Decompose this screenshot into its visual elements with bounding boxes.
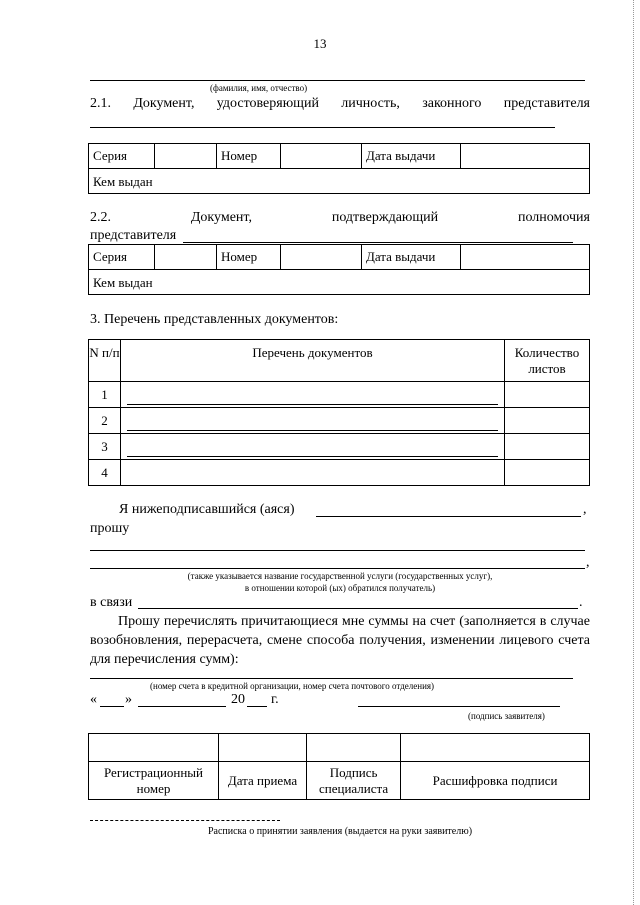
date-close-quote: » <box>125 692 132 707</box>
date-open-quote: « <box>90 692 97 707</box>
year-prefix: 20 <box>231 692 245 707</box>
table-row <box>89 382 590 408</box>
series-label: Серия <box>89 144 155 169</box>
document-name-cell[interactable] <box>121 408 505 434</box>
reason-line[interactable] <box>138 608 578 609</box>
series-label: Серия <box>89 245 155 270</box>
table-row <box>89 460 590 486</box>
signer-name-line[interactable] <box>316 516 581 517</box>
year-line[interactable] <box>247 706 267 707</box>
ask-label: прошу <box>90 521 130 536</box>
specialist-signature-cell[interactable] <box>307 734 401 762</box>
col-list-header: Перечень документов <box>121 340 505 382</box>
account-line[interactable] <box>90 678 573 679</box>
signature-note: (подпись заявителя) <box>468 711 545 721</box>
signature-decode-cell[interactable] <box>401 734 590 762</box>
cut-line <box>90 820 280 821</box>
year-suffix: г. <box>271 692 279 707</box>
row-number: 3 <box>89 434 121 460</box>
sheet-count-cell[interactable] <box>505 434 590 460</box>
service-note-1: (также указывается название государственной услуги (государственных услуг), <box>187 571 493 581</box>
number-label: Номер <box>217 144 281 169</box>
reception-date-cell[interactable] <box>219 734 307 762</box>
col-n-header: N п/п <box>89 340 121 382</box>
document-name-cell[interactable] <box>121 382 505 408</box>
series-cell[interactable] <box>155 245 217 270</box>
row-number: 2 <box>89 408 121 434</box>
service-note-2: в отношении которой (ых) обратился получатель) <box>244 583 436 593</box>
in-connection-label: в связи <box>90 595 133 610</box>
series-cell[interactable] <box>155 144 217 169</box>
reg-number-header: Регистрационный номер <box>89 762 219 800</box>
registration-table <box>88 733 590 800</box>
signer-label: Я нижеподписавшийся (аяся) <box>119 502 295 517</box>
specialist-signature-header: Подпись специалиста <box>307 762 401 800</box>
request-line-1[interactable] <box>90 550 585 551</box>
date-cell[interactable] <box>461 245 590 270</box>
date-label: Дата выдачи <box>362 144 461 169</box>
month-line[interactable] <box>138 706 226 707</box>
fio-caption: (фамилия, имя, отчество) <box>210 83 308 93</box>
document-2-2-table <box>88 244 590 295</box>
section-3-title: 3. Перечень представленных документов: <box>90 312 339 327</box>
date-label: Дата выдачи <box>362 245 461 270</box>
section-2-1-line <box>90 127 555 128</box>
document-name-cell[interactable] <box>121 460 505 486</box>
reception-date-header: Дата приема <box>219 762 307 800</box>
transfer-request-text: Прошу перечислять причитающиеся мне суммы на счет (заполняется в случае возобновления, перерасчета, смене способа получения, изменении лицевого счета для перечисления сумм): <box>90 614 590 667</box>
number-cell[interactable] <box>281 144 362 169</box>
receipt-caption: Расписка о принятии заявления (выдается на руки заявителю) <box>207 826 473 837</box>
account-note: (номер счета в кредитной организации, номер счета почтового отделения) <box>150 681 435 691</box>
document-name-cell[interactable] <box>121 434 505 460</box>
table-row <box>89 408 590 434</box>
page-edge <box>633 0 634 905</box>
document-2-1-table <box>88 143 590 194</box>
date-cell[interactable] <box>461 144 590 169</box>
section-2-2-title-cont: представителя <box>90 228 177 243</box>
section-2-2-title: 2.2. Документ, подтверждающий полномочия <box>90 210 590 225</box>
documents-list-table <box>88 339 590 486</box>
table-row <box>89 434 590 460</box>
col-count-header: Количество листов <box>505 340 590 382</box>
fio-line <box>90 80 585 81</box>
row-number: 4 <box>89 460 121 486</box>
number-label: Номер <box>217 245 281 270</box>
issued-by-label[interactable]: Кем выдан <box>89 169 590 194</box>
sheet-count-cell[interactable] <box>505 382 590 408</box>
section-2-2-line <box>183 242 573 243</box>
issued-by-label[interactable]: Кем выдан <box>89 270 590 295</box>
section-2-1-title: 2.1. Документ, удостоверяющий личность, законного представителя <box>90 96 590 111</box>
sheet-count-cell[interactable] <box>505 460 590 486</box>
request-line-2[interactable] <box>90 568 585 569</box>
day-line[interactable] <box>100 706 124 707</box>
signature-line[interactable] <box>358 706 560 707</box>
reg-number-cell[interactable] <box>89 734 219 762</box>
number-cell[interactable] <box>281 245 362 270</box>
signature-decode-header: Расшифровка подписи <box>401 762 590 800</box>
row-number: 1 <box>89 382 121 408</box>
sheet-count-cell[interactable] <box>505 408 590 434</box>
page-number: 13 <box>313 36 327 51</box>
